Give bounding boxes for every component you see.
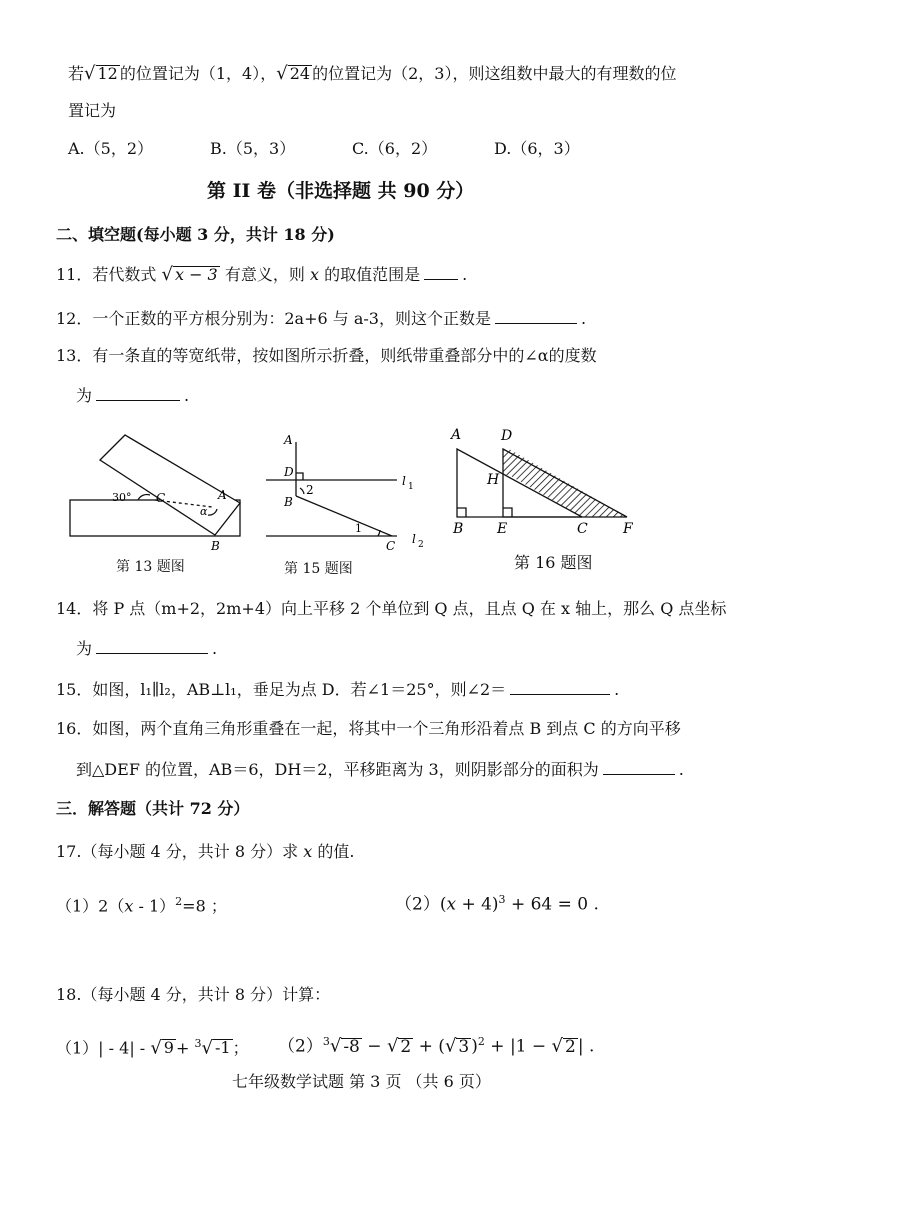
fig13-folded-strip	[100, 435, 240, 535]
q15-answer-blank[interactable]	[510, 680, 610, 695]
svg-text:l: l	[402, 474, 406, 488]
option-d[interactable]: D.（6，3）	[494, 139, 580, 158]
q18-heading: 18.（每小题 4 分，共计 8 分）计算：	[56, 985, 331, 1004]
q12: 12．一个正数的平方根分别为：2a+6 与 a-3，则这个正数是 .	[56, 309, 587, 328]
option-b[interactable]: B.（5，3）	[210, 139, 296, 158]
q18-part2: $(2)^3√$ -8 − √ 2 + (√ 3 )$^2$ + |1 − √ 2 | .	[278, 1035, 595, 1057]
figure-15	[262, 428, 440, 558]
q15: 15．如图，l₁∥l₂，AB⊥l₁，垂足为点 D．若∠1＝25°，则∠2＝ .	[56, 680, 620, 699]
svg-text:D: D	[284, 465, 294, 479]
svg-text:C: C	[386, 539, 396, 553]
fig13-arc-30	[138, 495, 150, 500]
section2-heading: 二、填空题(每小题 3 分，共计 18 分)	[56, 225, 335, 244]
sqrt-24: 24	[289, 64, 311, 83]
fig13-angle-label: 30°	[112, 491, 132, 504]
q10-options	[68, 139, 636, 159]
q10-line2: 置记为	[68, 101, 117, 120]
svg-text:1: 1	[355, 522, 362, 535]
q14-answer-blank[interactable]	[96, 639, 208, 654]
fig16-caption: 第 16 题图	[514, 553, 593, 572]
angle-2-arc	[300, 488, 304, 494]
svg-text:A: A	[284, 433, 293, 447]
svg-text:A: A	[218, 488, 227, 502]
svg-text:A: A	[451, 427, 462, 443]
svg-text:2: 2	[306, 483, 314, 497]
right-angle-b	[457, 508, 466, 517]
svg-text:α: α	[200, 505, 208, 518]
svg-text:2: 2	[418, 540, 424, 550]
q17-heading: 17.（每小题 4 分，共计 8 分）求 x 的值.	[56, 842, 355, 861]
sqrt-x-3: x − 3	[174, 265, 218, 284]
q13-line1: 13．有一条直的等宽纸带，按如图所示折叠，则纸带重叠部分中的∠α的度数	[56, 346, 597, 365]
q18-part1: （1）| - 4| - √ 9 + $^3$√ -1 ；	[56, 1037, 249, 1059]
sqrt-12: 12	[97, 64, 118, 83]
q17-part1: （1）2（x - 1）$^2$=8 ；	[56, 895, 227, 916]
svg-text:B: B	[453, 521, 464, 537]
svg-text:1: 1	[408, 482, 414, 492]
figure-13	[60, 425, 260, 555]
svg-text:H: H	[487, 472, 500, 488]
q13-line2: 为 .	[76, 386, 190, 405]
q10-line1: 若√ 12 的位置记为（1，4），√ 24 的位置记为（2，3），则这组数中最大的有理数的位	[68, 63, 677, 84]
q11: 11．若代数式 √ x − 3 有意义，则 x 的取值范围是 .	[56, 264, 468, 285]
q16-line1: 16．如图，两个直角三角形重叠在一起，将其中一个三角形沿着点 B 到点 C 的方向平移	[56, 719, 681, 738]
q16-line2: 到△DEF 的位置，AB＝6，DH＝2，平移距离为 3，则阴影部分的面积为 .	[76, 760, 684, 779]
section2-title: 第 II 卷（非选择题 共 90 分）	[207, 180, 475, 202]
fig15-caption: 第 15 题图	[284, 561, 353, 577]
option-a[interactable]: A.（5，2）	[68, 139, 154, 158]
q14-line1: 14．将 P 点（m+2，2m+4）向上平移 2 个单位到 Q 点，且点 Q 在 x 轴上，那么 Q 点坐标	[56, 599, 727, 618]
svg-text:D: D	[501, 428, 513, 444]
right-angle-mark	[296, 473, 303, 480]
svg-text:C: C	[577, 521, 588, 537]
svg-text:B: B	[284, 495, 293, 509]
option-c[interactable]: C.（6，2）	[352, 139, 438, 158]
section3-heading: 三．解答题（共计 72 分）	[56, 799, 250, 818]
svg-text:B: B	[211, 539, 220, 553]
q13-answer-blank[interactable]	[96, 386, 180, 401]
svg-text:C: C	[156, 491, 166, 505]
svg-text:E: E	[497, 521, 508, 537]
q16-answer-blank[interactable]	[603, 760, 675, 775]
q11-answer-blank[interactable]	[424, 265, 458, 280]
q12-answer-blank[interactable]	[495, 309, 577, 324]
right-angle-e	[503, 508, 512, 517]
fig13-caption: 第 13 题图	[116, 559, 185, 575]
svg-text:F: F	[623, 521, 633, 537]
q14-line2: 为 .	[76, 639, 218, 658]
page-footer: 七年级数学试题 第 3 页 （共 6 页）	[232, 1072, 491, 1091]
svg-text:l: l	[412, 532, 416, 546]
q17-part2: $(2)(x + 4)^3 + 64 = 0$ .	[395, 893, 599, 915]
figure-16	[445, 423, 645, 543]
line-bc	[296, 496, 392, 536]
